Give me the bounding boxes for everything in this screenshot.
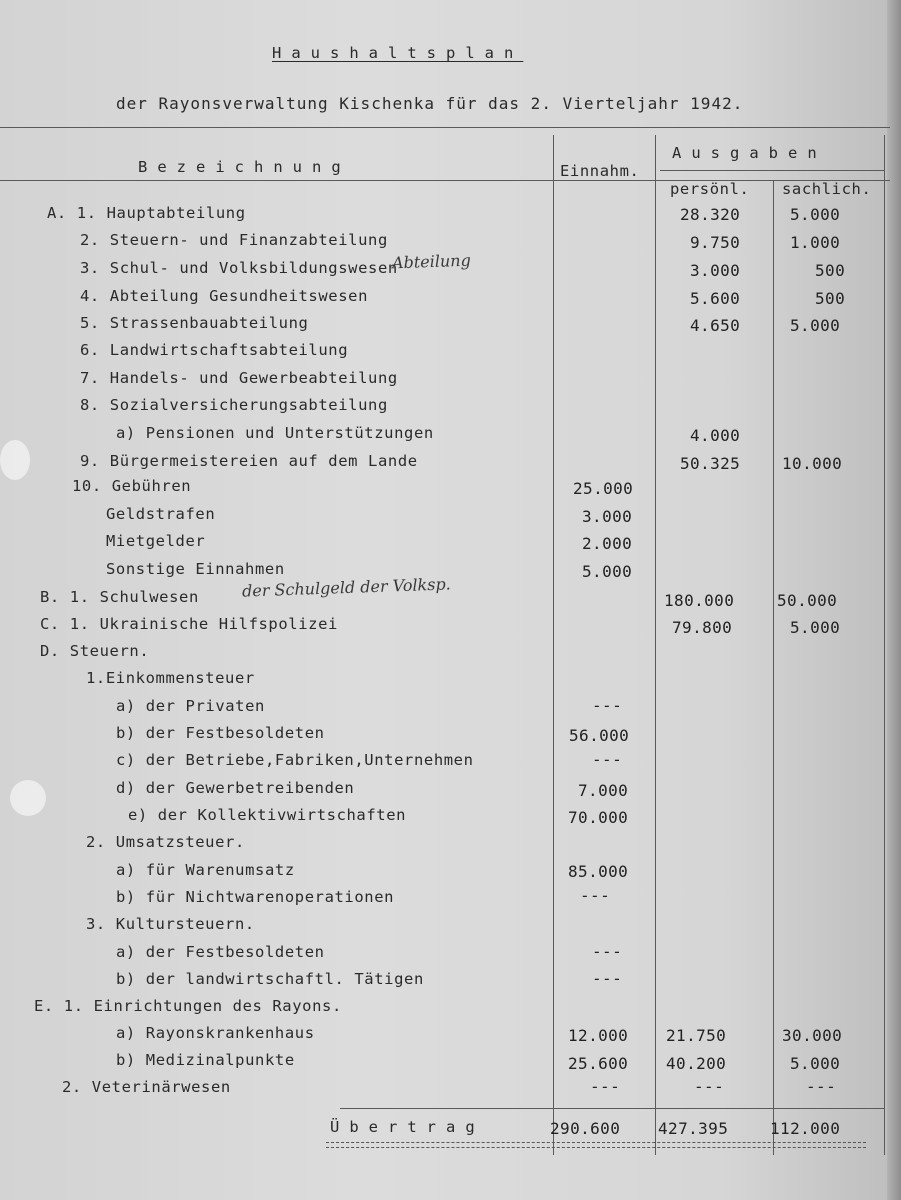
row-einnahmen: 56.000	[569, 726, 630, 745]
row-label: Geldstrafen	[106, 505, 216, 523]
column-divider-persoenl	[655, 135, 656, 1155]
header-sachlich: sachlich.	[782, 180, 872, 198]
row-label: a) der Privaten	[116, 697, 265, 715]
row-sachlich: 50.000	[777, 591, 838, 610]
document-title: Haushaltsplan	[272, 44, 524, 62]
row-sachlich: 5.000	[790, 1054, 841, 1073]
row-label: a) Pensionen und Unterstützungen	[116, 424, 434, 442]
row-label: Mietgelder	[106, 532, 206, 550]
row-label: e) der Kollektivwirtschaften	[128, 806, 407, 824]
row-einnahmen: 3.000	[582, 507, 633, 526]
row-sachlich: 5.000	[790, 618, 841, 637]
row-einnahmen: ---	[592, 942, 623, 961]
row-label: d) der Gewerbetreibenden	[116, 779, 355, 797]
header-einnahmen: Einnahm.	[560, 162, 640, 180]
column-divider-einnahmen	[553, 135, 554, 1155]
uebertrag-persoenl: 427.395	[658, 1119, 729, 1138]
row-persoenl: 21.750	[666, 1026, 727, 1045]
row-sachlich: 30.000	[782, 1026, 843, 1045]
row-persoenl: 9.750	[690, 233, 741, 252]
row-persoenl: 79.800	[672, 618, 733, 637]
row-label: a) für Warenumsatz	[116, 861, 295, 879]
ausgaben-subheader-rule	[660, 170, 885, 171]
row-einnahmen: 2.000	[582, 534, 633, 553]
row-label: 6. Landwirtschaftsabteilung	[80, 341, 349, 359]
row-einnahmen: 85.000	[568, 862, 629, 881]
uebertrag-label: Übertrag	[330, 1118, 485, 1136]
row-persoenl: 40.200	[666, 1054, 727, 1073]
uebertrag-double-rule	[326, 1142, 866, 1148]
uebertrag-einnahmen: 290.600	[550, 1119, 621, 1138]
column-divider-sachlich	[773, 180, 774, 1155]
row-label: 8. Sozialversicherungsabteilung	[80, 396, 388, 414]
row-label: Sonstige Einnahmen	[106, 560, 285, 578]
row-label: A. 1. Hauptabteilung	[47, 204, 246, 222]
row-label: b) der Festbesoldeten	[116, 724, 325, 742]
handwritten-annotation: der Schulgeld der Volksp.	[241, 574, 452, 601]
header-ausgaben: Ausgaben	[672, 144, 827, 162]
row-label: b) der landwirtschaftl. Tätigen	[116, 970, 424, 988]
row-label: c) der Betriebe,Fabriken,Unternehmen	[116, 751, 474, 769]
row-sachlich: 1.000	[790, 233, 841, 252]
row-label: 2. Umsatzsteuer.	[86, 833, 245, 851]
row-label: 2. Veterinärwesen	[62, 1078, 231, 1096]
row-einnahmen: 70.000	[568, 808, 629, 827]
row-sachlich: 5.000	[790, 316, 841, 335]
header-persoenl: persönl.	[670, 180, 750, 198]
row-label: 9. Bürgermeistereien auf dem Lande	[80, 452, 418, 470]
row-einnahmen: ---	[592, 969, 623, 988]
row-label: 4. Abteilung Gesundheitswesen	[80, 287, 369, 305]
row-einnahmen: 25.600	[568, 1054, 629, 1073]
column-divider-right	[884, 135, 885, 1155]
row-einnahmen: ---	[580, 886, 611, 905]
row-persoenl: 3.000	[690, 261, 741, 280]
row-label: a) der Festbesoldeten	[116, 943, 325, 961]
row-label: b) für Nichtwarenoperationen	[116, 888, 395, 906]
row-sachlich: ---	[806, 1077, 837, 1096]
row-label: b) Medizinalpunkte	[116, 1051, 295, 1069]
uebertrag-sachlich: 112.000	[770, 1119, 841, 1138]
row-einnahmen: ---	[592, 750, 623, 769]
row-label: 7. Handels- und Gewerbeabteilung	[80, 369, 398, 387]
row-einnahmen: 5.000	[582, 562, 633, 581]
row-einnahmen: ---	[592, 696, 623, 715]
row-persoenl: 50.325	[680, 454, 741, 473]
row-label: C. 1. Ukrainische Hilfspolizei	[40, 615, 338, 633]
row-sachlich: 5.000	[790, 205, 841, 224]
row-label: 3. Schul- und Volksbildungswesen	[80, 259, 398, 277]
row-einnahmen: ---	[590, 1077, 621, 1096]
paper-stain	[10, 780, 46, 816]
document-subtitle: der Rayonsverwaltung Kischenka für das 2. Vierteljahr 1942.	[116, 94, 744, 113]
row-persoenl: ---	[694, 1077, 725, 1096]
table-top-rule	[0, 127, 890, 128]
row-label: 2. Steuern- und Finanzabteilung	[80, 231, 388, 249]
row-label: E. 1. Einrichtungen des Rayons.	[34, 997, 342, 1015]
row-sachlich: 500	[815, 289, 846, 308]
row-label: 3. Kultursteuern.	[86, 915, 255, 933]
row-einnahmen: 12.000	[568, 1026, 629, 1045]
row-sachlich: 10.000	[782, 454, 843, 473]
row-label: B. 1. Schulwesen	[40, 588, 199, 606]
row-label: 10. Gebühren	[72, 477, 192, 495]
row-label: D. Steuern.	[40, 642, 150, 660]
row-sachlich: 500	[815, 261, 846, 280]
table-header-rule	[0, 180, 890, 181]
row-persoenl: 5.600	[690, 289, 741, 308]
row-label: 1.Einkommensteuer	[86, 669, 255, 687]
row-persoenl: 4.650	[690, 316, 741, 335]
uebertrag-top-rule	[340, 1108, 885, 1109]
row-einnahmen: 25.000	[573, 479, 634, 498]
header-bezeichnung: Bezeichnung	[138, 158, 351, 176]
paper-stain	[0, 440, 30, 480]
row-label: a) Rayonskrankenhaus	[116, 1024, 315, 1042]
handwritten-annotation: Abteilung	[391, 250, 472, 273]
row-label: 5. Strassenbauabteilung	[80, 314, 309, 332]
row-persoenl: 180.000	[664, 591, 735, 610]
row-einnahmen: 7.000	[578, 781, 629, 800]
row-persoenl: 4.000	[690, 426, 741, 445]
row-persoenl: 28.320	[680, 205, 741, 224]
